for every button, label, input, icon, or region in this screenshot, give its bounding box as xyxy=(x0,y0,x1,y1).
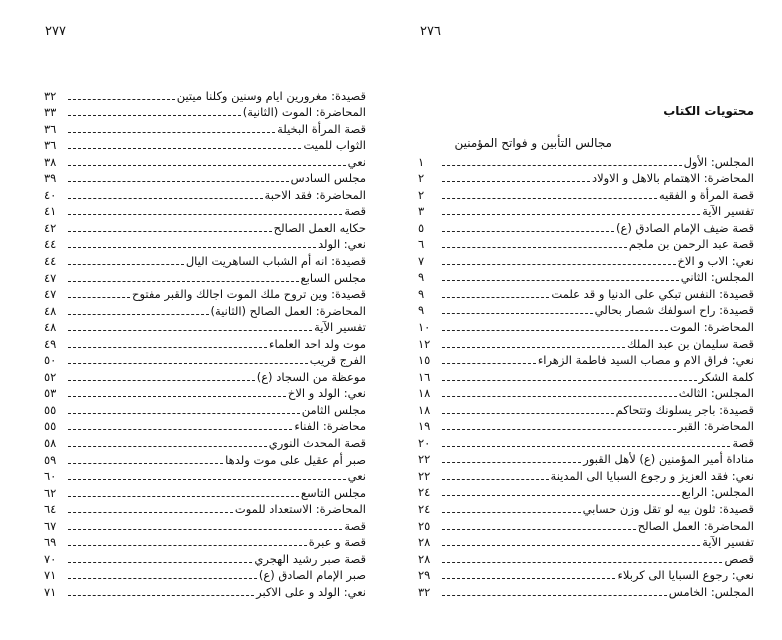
toc-entry-page: ٥٥ xyxy=(44,402,57,417)
toc-entry-page: ٦٧ xyxy=(44,518,57,533)
toc-entry xyxy=(44,501,366,518)
toc-entry-title: قصة xyxy=(344,518,366,533)
toc-leader-dashes xyxy=(68,314,209,315)
toc-leader-dashes xyxy=(442,264,676,265)
toc-entry-page: ٦٩ xyxy=(44,535,57,550)
toc-leader-dashes xyxy=(68,479,346,480)
toc-leader-dashes xyxy=(442,429,676,430)
toc-leader-dashes xyxy=(68,281,299,282)
toc-entry-title: نعي: فراق الام و مصاب السيد فاطمة الزهراء xyxy=(537,353,754,368)
toc-entry-title: المحاضرة: الاهتمام بالاهل و الاولاد xyxy=(591,171,754,186)
toc-entry xyxy=(418,236,754,253)
toc-entry-title: قصة المرأة البخيلة xyxy=(277,121,366,136)
toc-leader-dashes xyxy=(442,313,593,314)
toc-entry-title: مجلس التاسع xyxy=(300,485,366,500)
toc-heading: محتويات الكتاب xyxy=(663,104,754,118)
toc-entry-title: قصيدة: ثلون بيه لو تقل وزن حسابي xyxy=(582,502,754,517)
toc-leader-dashes xyxy=(442,512,581,513)
toc-entry-page: ٩ xyxy=(418,286,425,301)
toc-leader-dashes xyxy=(68,115,241,116)
toc-entry-page: ٢ xyxy=(418,187,425,202)
toc-leader-dashes xyxy=(68,363,308,364)
toc-leader-dashes xyxy=(68,231,272,232)
toc-entry-title: قصيدة: وين تروح ملك الموت اجالك والقبر مفتوح xyxy=(132,287,366,302)
toc-entry-title: قصة المرأة و الفقيه xyxy=(658,187,754,202)
toc-entry xyxy=(44,104,366,121)
toc-entry xyxy=(44,534,366,551)
toc-leader-dashes xyxy=(442,380,697,381)
toc-leader-dashes xyxy=(442,165,682,166)
toc-entry xyxy=(418,434,754,451)
toc-entry-page: ١٢ xyxy=(418,336,431,351)
toc-entry xyxy=(44,153,366,170)
toc-entry-page: ٥٢ xyxy=(44,369,57,384)
toc-entry-title: موت ولد احد العلماء xyxy=(269,336,366,351)
toc-entry-title: تفسير الآية xyxy=(702,535,754,550)
toc-entry xyxy=(44,286,366,303)
toc-entry xyxy=(418,219,754,236)
toc-entry xyxy=(418,467,754,484)
toc-entry-page: ٦٠ xyxy=(44,469,57,484)
toc-leader-dashes xyxy=(68,529,342,530)
toc-entry xyxy=(418,567,754,584)
toc-entry xyxy=(44,567,366,584)
toc-entry-title: مجلس الثامن xyxy=(301,402,366,417)
toc-entry-title: المحاضرة: القبر xyxy=(677,419,754,434)
toc-entry-title: صبر الإمام الصادق (ع) xyxy=(258,568,366,583)
right-toc-list xyxy=(418,153,754,600)
toc-leader-dashes xyxy=(442,330,668,331)
toc-leader-dashes xyxy=(442,214,700,215)
toc-entry-title: قصيدة: انه أم الشباب الساهريت اليال xyxy=(185,254,366,269)
toc-entry-title: نعي: فقد العزيز و رجوع السبايا الى المدينة xyxy=(550,468,754,483)
toc-leader-dashes xyxy=(442,462,581,463)
toc-entry-title: قصيدة: مغرورين ايام وسنين وكلنا ميتين xyxy=(176,88,366,103)
toc-entry-title: قصص xyxy=(724,551,754,566)
toc-leader-dashes xyxy=(68,413,300,414)
toc-leader-dashes xyxy=(442,595,667,596)
toc-entry-page: ٥٨ xyxy=(44,436,57,451)
toc-entry xyxy=(44,517,366,534)
toc-leader-dashes xyxy=(68,347,267,348)
toc-entry-page: ٤٩ xyxy=(44,336,57,351)
toc-entry-title: قصيدة: باجر يسلونك وتتحاكم xyxy=(615,402,754,417)
toc-leader-dashes xyxy=(68,595,254,596)
toc-entry xyxy=(418,500,754,517)
toc-entry-page: ٦٤ xyxy=(44,502,57,517)
toc-entry-title: قصة عبد الرحمن بن ملجم xyxy=(628,237,754,252)
toc-entry-title: قصيدة: راح اسولفك شصار بحالي xyxy=(594,303,754,318)
toc-entry-title: المحاضرة: الموت (الثانية) xyxy=(242,105,366,120)
toc-entry-page: ٥٣ xyxy=(44,386,57,401)
toc-entry-page: ٥٥ xyxy=(44,419,57,434)
toc-entry-title: المجلس: الثالث xyxy=(678,386,754,401)
toc-entry xyxy=(44,368,366,385)
toc-entry-page: ٦ xyxy=(418,237,425,252)
toc-entry-page: ٢ xyxy=(418,171,425,186)
toc-leader-dashes xyxy=(68,181,289,182)
toc-leader-dashes xyxy=(442,413,614,414)
toc-entry-title: قصة xyxy=(344,204,366,219)
toc-leader-dashes xyxy=(68,148,301,149)
toc-entry-page: ٦٢ xyxy=(44,485,57,500)
toc-leader-dashes xyxy=(68,247,316,248)
toc-leader-dashes xyxy=(68,429,292,430)
toc-entry-page: ٧ xyxy=(418,253,425,268)
toc-entry-page: ٣٦ xyxy=(44,138,57,153)
toc-entry-page: ٢٨ xyxy=(418,551,431,566)
toc-entry xyxy=(418,302,754,319)
toc-entry xyxy=(418,385,754,402)
toc-entry-title: نعي: الولد xyxy=(317,237,366,252)
toc-leader-dashes xyxy=(442,247,627,248)
toc-entry xyxy=(418,517,754,534)
toc-leader-dashes xyxy=(68,446,267,447)
toc-leader-dashes xyxy=(442,479,549,480)
toc-entry xyxy=(44,236,366,253)
toc-entry-title: قصة المحدث النوري xyxy=(268,436,366,451)
toc-entry-page: ٢٠ xyxy=(418,435,431,450)
toc-entry xyxy=(44,583,366,600)
toc-entry-page: ٤٠ xyxy=(44,187,57,202)
toc-entry-title: نعي: الولد و على الاكبر xyxy=(256,584,366,599)
toc-entry-page: ٩ xyxy=(418,270,425,285)
toc-entry-page: ٣٨ xyxy=(44,154,57,169)
toc-entry-page: ٣٣ xyxy=(44,105,57,120)
toc-entry-page: ٢٨ xyxy=(418,535,431,550)
toc-leader-dashes xyxy=(442,363,536,364)
toc-entry-page: ٥٩ xyxy=(44,452,57,467)
toc-entry-title: نعي: رجوع السبايا الى كربلاء xyxy=(617,568,754,583)
toc-entry-page: ٢٢ xyxy=(418,468,431,483)
toc-entry-title: المحاضرة: العمل الصالح xyxy=(637,518,754,533)
left-toc-list xyxy=(44,87,366,600)
toc-leader-dashes xyxy=(442,280,679,281)
toc-entry xyxy=(44,302,366,319)
toc-entry-page: ٤٧ xyxy=(44,287,57,302)
toc-leader-dashes xyxy=(442,198,657,199)
toc-entry xyxy=(418,285,754,302)
toc-entry-page: ٤٨ xyxy=(44,320,57,335)
toc-entry-title: المحاضرة: الاستعداد للموت xyxy=(234,502,366,517)
toc-leader-dashes xyxy=(68,132,275,133)
toc-leader-dashes xyxy=(68,578,257,579)
toc-entry-page: ٤٨ xyxy=(44,303,57,318)
toc-leader-dashes xyxy=(68,264,184,265)
toc-entry xyxy=(418,352,754,369)
toc-entry-page: ٧٠ xyxy=(44,551,57,566)
toc-entry xyxy=(44,87,366,104)
toc-entry-title: المحاضرة: العمل الصالح (الثانية) xyxy=(210,303,366,318)
toc-leader-dashes xyxy=(68,330,312,331)
toc-entry-page: ٤٢ xyxy=(44,220,57,235)
toc-entry-title: قصيدة: النفس تبكي على الدنيا و قد علمت xyxy=(551,286,754,301)
toc-leader-dashes xyxy=(68,380,255,381)
toc-leader-dashes xyxy=(68,99,175,100)
toc-entry-title: تفسير الآية xyxy=(314,320,366,335)
toc-entry-page: ٣٦ xyxy=(44,121,57,136)
toc-entry-page: ٤٤ xyxy=(44,254,57,269)
toc-entry-page: ٤١ xyxy=(44,204,57,219)
toc-entry-title: المجلس: الخامس xyxy=(668,584,754,599)
toc-entry xyxy=(418,418,754,435)
toc-entry-title: نعي xyxy=(347,469,366,484)
toc-entry-page: ٢٢ xyxy=(418,452,431,467)
toc-entry-title: قصة و عبرة xyxy=(308,535,366,550)
toc-entry-page: ٣ xyxy=(418,204,425,219)
toc-entry-title: المحاضرة: فقد الاحبة xyxy=(264,187,366,202)
toc-entry-title: قصة ضيف الإمام الصادق (ع) xyxy=(616,220,754,235)
toc-entry xyxy=(418,451,754,468)
toc-entry-title: قصة xyxy=(732,435,754,450)
toc-entry-page: ١٨ xyxy=(418,386,431,401)
toc-entry xyxy=(418,583,754,600)
toc-entry-page: ٥ xyxy=(418,220,425,235)
toc-leader-dashes xyxy=(442,231,614,232)
toc-entry xyxy=(44,335,366,352)
toc-entry-title: مجلس السادس xyxy=(290,171,366,186)
toc-entry-page: ٥٠ xyxy=(44,353,57,368)
toc-leader-dashes xyxy=(68,512,233,513)
toc-entry xyxy=(44,137,366,154)
toc-leader-dashes xyxy=(68,297,130,298)
toc-leader-dashes xyxy=(442,446,730,447)
toc-entry xyxy=(418,401,754,418)
toc-entry-title: نعي: الاب و الاخ xyxy=(677,253,754,268)
toc-entry xyxy=(418,203,754,220)
toc-entry-page: ٣٩ xyxy=(44,171,57,186)
toc-entry xyxy=(44,434,366,451)
toc-leader-dashes xyxy=(442,545,700,546)
toc-leader-dashes xyxy=(68,396,286,397)
toc-entry-page: ٧١ xyxy=(44,584,57,599)
toc-entry-page: ٤٤ xyxy=(44,237,57,252)
toc-entry-title: تفسير الآية xyxy=(702,204,754,219)
toc-entry-page: ٧١ xyxy=(44,568,57,583)
toc-leader-dashes xyxy=(442,495,680,496)
toc-entry-title: محاضرة: الفناء xyxy=(294,419,366,434)
toc-entry xyxy=(44,484,366,501)
toc-entry xyxy=(418,318,754,335)
toc-leader-dashes xyxy=(442,562,722,563)
toc-entry xyxy=(418,269,754,286)
toc-entry-title: الثواب للميت xyxy=(303,138,366,153)
toc-entry-page: ٢٩ xyxy=(418,568,431,583)
toc-entry xyxy=(44,352,366,369)
toc-entry xyxy=(418,335,754,352)
toc-leader-dashes xyxy=(442,529,636,530)
toc-entry-title: موعظة من السجاد (ع) xyxy=(256,369,366,384)
toc-entry xyxy=(44,203,366,220)
toc-entry xyxy=(44,468,366,485)
toc-entry xyxy=(418,186,754,203)
toc-entry xyxy=(44,550,366,567)
toc-entry-page: ١٦ xyxy=(418,369,431,384)
toc-entry-page: ٣٢ xyxy=(44,88,57,103)
toc-entry xyxy=(44,120,366,137)
toc-leader-dashes xyxy=(442,297,549,298)
toc-entry-title: كلمة الشكر xyxy=(698,369,754,384)
toc-leader-dashes xyxy=(68,562,252,563)
toc-entry-page: ١ xyxy=(418,154,425,169)
toc-entry-title: قصة سليمان بن عبد الملك xyxy=(627,336,754,351)
toc-entry-title: صبر أم عقيل على موت ولدها xyxy=(225,452,366,467)
toc-entry xyxy=(418,170,754,187)
toc-entry xyxy=(44,170,366,187)
toc-entry xyxy=(418,368,754,385)
toc-entry xyxy=(418,153,754,170)
toc-entry xyxy=(44,219,366,236)
toc-leader-dashes xyxy=(68,198,263,199)
toc-entry-page: ١٩ xyxy=(418,419,431,434)
toc-leader-dashes xyxy=(442,347,625,348)
toc-entry xyxy=(44,385,366,402)
toc-entry xyxy=(418,484,754,501)
toc-leader-dashes xyxy=(68,545,307,546)
toc-entry-page: ١٥ xyxy=(418,353,431,368)
toc-entry-title: المجلس: الأول xyxy=(683,154,754,169)
toc-entry-title: المحاضرة: الموت xyxy=(669,320,754,335)
toc-entry-page: ٩ xyxy=(418,303,425,318)
toc-leader-dashes xyxy=(68,165,346,166)
toc-entry xyxy=(44,319,366,336)
toc-entry-title: نعي: الولد و الاخ xyxy=(287,386,366,401)
left-page-number: ٢٧٧ xyxy=(45,24,66,39)
toc-entry-title: قصة صبر رشيد الهجري xyxy=(254,551,366,566)
toc-leader-dashes xyxy=(68,463,223,464)
toc-entry xyxy=(418,534,754,551)
toc-leader-dashes xyxy=(68,496,299,497)
toc-entry xyxy=(44,252,366,269)
toc-entry-title: المجلس: الرابع xyxy=(681,485,754,500)
toc-leader-dashes xyxy=(442,396,677,397)
toc-leader-dashes xyxy=(442,181,590,182)
toc-subheading: مجالس التأبين و فواتح المؤمنين xyxy=(454,136,612,150)
toc-entry-page: ٣٢ xyxy=(418,584,431,599)
toc-entry xyxy=(44,269,366,286)
toc-entry xyxy=(44,401,366,418)
toc-entry-title: المجلس: الثاني xyxy=(680,270,754,285)
toc-entry-title: الفرج قريب xyxy=(309,353,366,368)
toc-entry-page: ١٨ xyxy=(418,402,431,417)
toc-entry-title: حكايه العمل الصالح xyxy=(273,220,366,235)
toc-entry xyxy=(418,252,754,269)
toc-entry-page: ١٠ xyxy=(418,320,431,335)
toc-entry-page: ٢٤ xyxy=(418,485,431,500)
toc-entry xyxy=(44,451,366,468)
toc-entry xyxy=(418,550,754,567)
toc-entry-title: مجلس السابع xyxy=(300,270,366,285)
toc-leader-dashes xyxy=(442,578,615,579)
toc-entry-title: نعي xyxy=(347,154,366,169)
toc-leader-dashes xyxy=(68,214,342,215)
toc-entry-title: مناداة أمير المؤمنين (ع) لأهل القبور xyxy=(583,452,754,467)
toc-entry-page: ٢٤ xyxy=(418,502,431,517)
toc-entry-page: ٤٧ xyxy=(44,270,57,285)
toc-entry-page: ٢٥ xyxy=(418,518,431,533)
right-page-number: ٢٧٦ xyxy=(420,24,441,39)
toc-entry xyxy=(44,186,366,203)
toc-entry xyxy=(44,418,366,435)
